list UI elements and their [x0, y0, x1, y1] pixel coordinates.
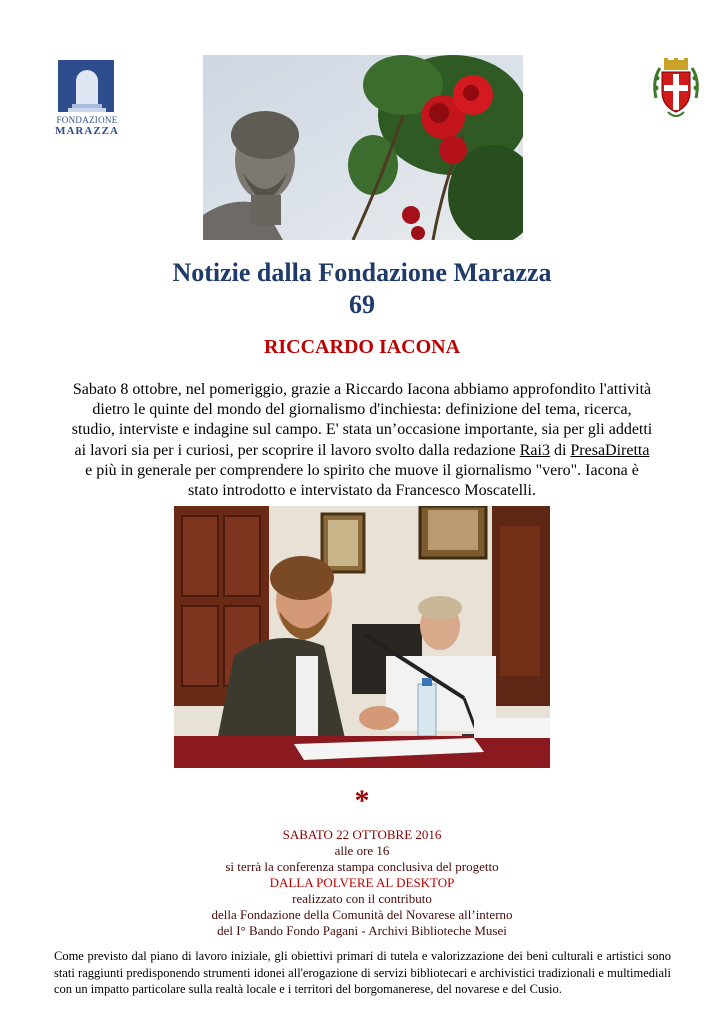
page-title-line2: 69 — [349, 290, 375, 319]
event-intro: si terrà la conferenza stampa conclusiva del progetto — [225, 859, 499, 874]
rai3-link[interactable]: Rai3 — [519, 441, 550, 459]
paragraph-part2: di — [549, 441, 571, 459]
statue-roses-photo — [203, 55, 523, 240]
page-title-line1: Notizie dalla Fondazione Marazza — [172, 258, 552, 287]
event-program: del I° Bando Fondo Pagani - Archivi Biblioteche Musei — [217, 923, 507, 938]
logo-text-line2: MARAZZA — [55, 125, 119, 137]
section-separator: * — [354, 784, 370, 817]
event-date: SABATO 22 OTTOBRE 2016 — [282, 827, 442, 842]
municipal-crest-icon — [648, 58, 704, 122]
logo-text-line1: FONDAZIONE — [56, 115, 118, 125]
page-subtitle: RICCARDO IACONA — [263, 336, 461, 358]
footer-paragraph: Come previsto dal piano di lavoro iniziale, gli obiettivi primari di tutela e valorizzazione dei beni culturali e artistici sono stati raggiunti predisponendo strumenti idonei all'erogazione di servizi bibliotecari e archivistici tradizionali e multimediali con un impatto particolare sulla realtà locale e i territori del borgomanerese, del novarese e del Cusio. — [54, 949, 671, 996]
paragraph-part3: e più in generale per comprendere lo spirito che muove il giornalismo "vero". Iacona è stato introdotto e intervistato da Francesco Moscatelli. — [85, 461, 639, 500]
presadiretta-link[interactable]: PresaDiretta — [570, 441, 650, 459]
fondazione-marazza-logo — [52, 60, 122, 135]
event-contribution: realizzato con il contributo — [292, 891, 432, 906]
event-funder: della Fondazione della Comunità del Novarese all’interno — [211, 907, 513, 922]
logo-arch-icon — [58, 60, 114, 112]
paragraph-part1: Sabato 8 ottobre, nel pomeriggio, grazie a Riccardo Iacona abbiamo approfondito l'attività dietro le quinte del mondo del giornalismo d'inchiesta: definizione del tema, ricerca, studio, interviste e indagine sul campo. E' stata un’occasione importante, sia per gli addetti ai lavori sia per i curiosi, per scoprire il lavoro svolto dalla redazione — [71, 381, 653, 459]
event-time: alle ore 16 — [334, 843, 390, 858]
conference-photo — [174, 506, 550, 768]
event-project-title: DALLA POLVERE AL DESKTOP — [269, 875, 455, 890]
article-paragraph — [70, 380, 654, 501]
